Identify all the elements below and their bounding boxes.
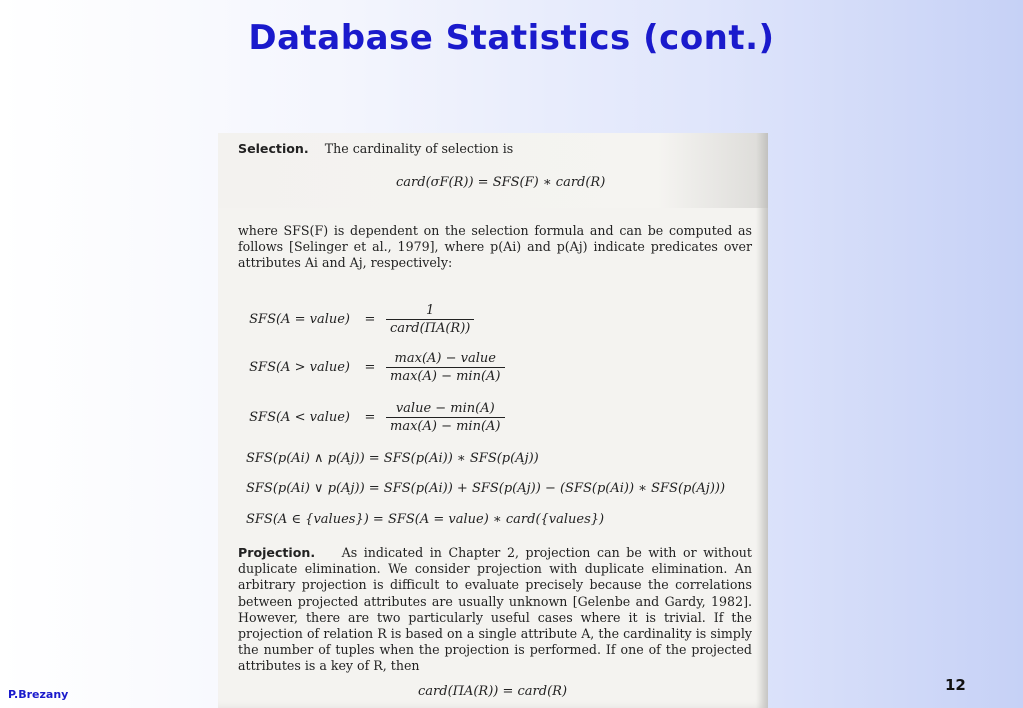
equation-eq-numerator: 1: [426, 303, 435, 318]
slide-title: Database Statistics (cont.): [248, 18, 775, 58]
page-number: 12: [945, 676, 966, 694]
author-footer: P.Brezany: [8, 688, 69, 701]
selection-intro: [238, 141, 752, 157]
projection-paragraph: [238, 545, 752, 675]
equation-gt-denominator: max(A) − min(A): [386, 367, 505, 384]
equation-gt-numerator: max(A) − value: [394, 351, 496, 366]
equation-lt-numerator: value − min(A): [395, 401, 495, 416]
rule-and: SFS(p(Ai) ∧ p(Aj)) = SFS(p(Ai)) ∗ SFS(p(Aj)): [246, 451, 539, 466]
equation-lt-denominator: max(A) − min(A): [386, 417, 505, 434]
equation-gt-lhs: SFS(A > value): [249, 360, 350, 375]
equation-gt: SFS(A > value) = $\frac{\text{max(A) − value}}{\max(A) - \min(A)}$: [238, 351, 505, 384]
scan-gutter-shadow: [756, 133, 768, 708]
projection-heading: Projection.: [238, 545, 316, 560]
selection-body: where SFS(F) is dependent on the selection formula and can be computed as follows [Selinger et al., 1979], where p(Ai) and p(Aj) indicate predicates over attributes Ai and Aj, respectively:: [238, 223, 752, 271]
equation-lt-lhs: SFS(A < value): [249, 410, 350, 425]
rule-or: SFS(p(Ai) ∨ p(Aj)) = SFS(p(Ai)) + SFS(p(Aj)) − (SFS(p(Ai)) ∗ SFS(p(Aj))): [246, 481, 726, 496]
projection-formula: card(ΠA(R)) = card(R): [418, 684, 568, 699]
selection-cardinality-formula: card(σF(R)) = SFS(F) ∗ card(R): [396, 175, 606, 190]
selection-intro-text: The cardinality of selection is: [324, 141, 514, 156]
scanned-page-image: [218, 133, 768, 708]
equation-lt: SFS(A < value) = $\frac{\text{value − min(A)}}{\max(A) - \min(A)}$: [238, 401, 505, 434]
projection-body: As indicated in Chapter 2, projection can be with or without duplicate elimination. We consider projection with duplicate elimination. An arbitrary projection is difficult to evaluate precisely because the correlations between projected attributes are usually unknown [Gelenbe and Gardy, 1982]. However, there are two particularly useful cases where it is trivial. If the projection of relation R is based on a single attribute A, the cardinality is simply the number of tuples when the projection is performed. If one of the projected attributes is a key of R, then: [238, 545, 752, 674]
equation-eq-lhs: SFS(A = value): [249, 312, 350, 327]
selection-heading: Selection.: [238, 141, 309, 156]
equation-eq-denominator: card(ΠA(R)): [386, 319, 474, 336]
equation-eq: SFS(A = value) = $\frac{1}{\text{card(ΠA(R))}}$: [238, 303, 474, 336]
rule-in: SFS(A ∈ {values}) = SFS(A = value) ∗ card({values}): [246, 512, 605, 527]
